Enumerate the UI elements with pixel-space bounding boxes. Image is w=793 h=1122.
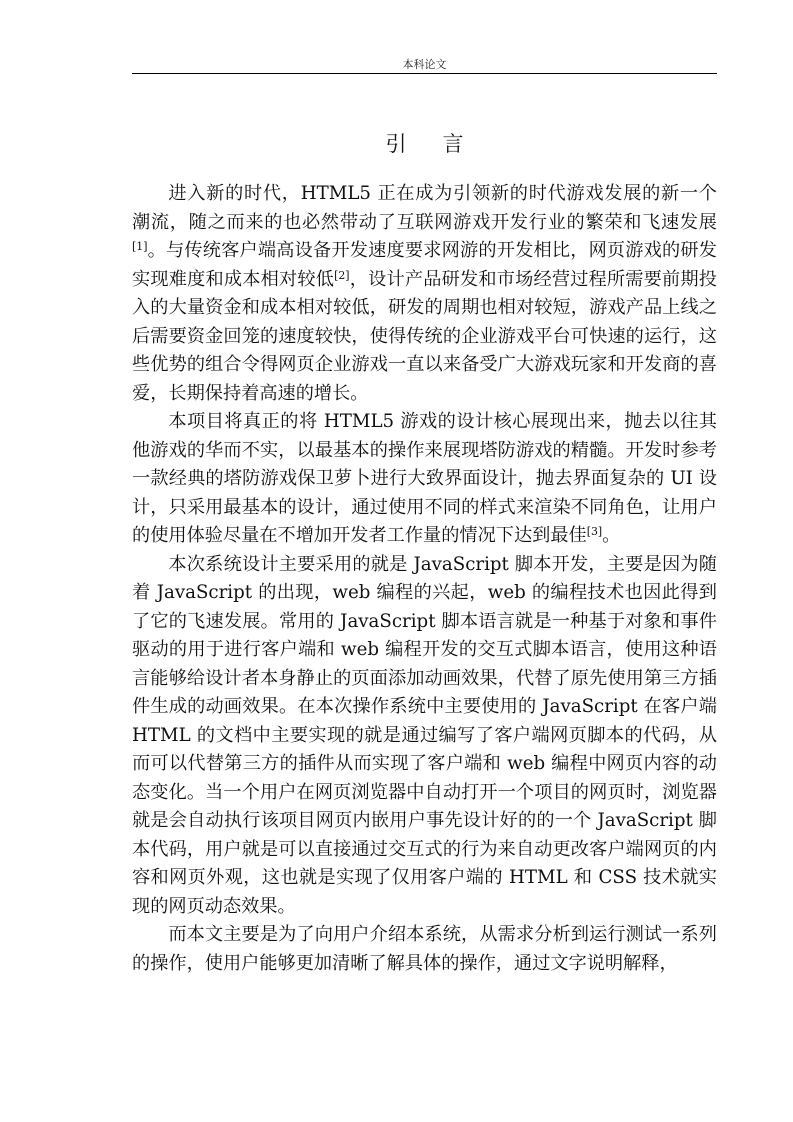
text-segment: 。与传统客户端高设备开发速度要求网游的开发相比，网页游戏的研发实现难度和成本相对较低: [132, 240, 717, 290]
paragraph-3: [132, 551, 717, 922]
text-segment: 而本文主要是为了向用户介绍本系统，从需求分析到运行测试一系列的操作，使用户能够更加清晰了解具体的操作，通过文字说明解释，: [132, 924, 717, 974]
section-title: 引言: [385, 132, 500, 156]
body-text: [132, 180, 717, 978]
citation-3: [3]: [586, 525, 603, 538]
text-segment: 本次系统设计主要采用的就是 JavaScript 脚本开发，主要是因为随着 JavaScript 的出现，web 编程的兴起，web 的编程技术也因此得到了它的飞速发展。常用的 JavaScript 脚本语言就是一种基于对象和事件驱动的用于进行客户端和 web 编程开发的交互式脚本语言，使用这种语言能够给设计者本身静止的页面添加动画效果，代替了原先使用第三方插件生成的动画效果。在本次操作系统中主要使用的 JavaScript 在客户端 HTML 的文档中主要实现的就是通过编写了客户端网页脚本的代码，从而可以代替第三方的插件从而实现了客户端和 web 编程中网页内容的动态变化。当一个用户在网页浏览器中自动打开一个项目的网页时，浏览器就是会自动执行该项目网页内嵌用户事先设计好的的一个 JavaScript 脚本代码，用户就是可以直接通过交互式的行为来自动更改客户端网页的内容和网页外观，这也就是实现了仅用客户端的 HTML 和 CSS 技术就实现的网页动态效果。: [132, 553, 717, 917]
text-segment: 。: [602, 525, 621, 546]
paragraph-2: [132, 408, 717, 551]
running-header: 本科论文: [402, 58, 447, 71]
paragraph-1: [132, 180, 717, 408]
paragraph-4: [132, 921, 717, 978]
citation-2: [2]: [334, 268, 350, 282]
citation-1: [1]: [132, 240, 148, 253]
header-rule: [132, 73, 717, 74]
text-segment: 进入新的时代，HTML5 正在成为引领新的时代游戏发展的新一个潮流，随之而来的也必然带动了互联网游戏开发行业的繁荣和飞速发展: [132, 183, 717, 233]
text-segment: ，设计产品研发和市场经营过程所需要前期投入的大量资金和成本相对较低，研发的周期也相对较短，游戏产品上线之后需要资金回笼的速度较快，使得传统的企业游戏平台可快速的运行，这些优势的组合令得网页企业游戏一直以来备受广大游戏玩家和开发商的喜爱，长期保持着高速的增长。: [132, 268, 717, 404]
text-segment: 本项目将真正的将 HTML5 游戏的设计核心展现出来，抛去以往其他游戏的华而不实，以最基本的操作来展现塔防游戏的精髓。开发时参考一款经典的塔防游戏保卫萝卜进行大致界面设计，抛去界面复杂的 UI 设计，只采用最基本的设计，通过使用不同的样式来渲染不同角色，让用户的使用体验尽量在不增加开发者工作量的情况下达到最佳: [132, 411, 717, 546]
